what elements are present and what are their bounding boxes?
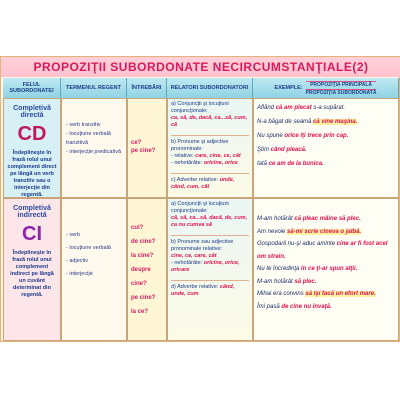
example-sentence: Nu te încredinţa în ce ţi-ar spun alţii. bbox=[257, 266, 358, 272]
subordinate-description: Îndeplineşte în frază rolul unui complement indirect pe lângă un cuvânt determinat din regentă. bbox=[10, 250, 54, 298]
header-felul: FELUL SUBORDONATEI bbox=[3, 78, 61, 98]
relator-values: cine, ce, care, cât bbox=[171, 253, 217, 259]
question: de cine? bbox=[131, 239, 156, 245]
relator-values: unde, când, cum, cât bbox=[171, 177, 235, 190]
example-sentence: N-a băgat de seamă că vine maşina. bbox=[257, 119, 358, 125]
relator-label: b) Pronume şi adjective pronominale: bbox=[171, 139, 229, 152]
question: despre cine? bbox=[131, 267, 151, 287]
question: la ce? bbox=[131, 309, 149, 315]
row-cd-type bbox=[3, 98, 61, 198]
row-ci-relatori bbox=[167, 198, 253, 341]
regent-item: - locuţiune verbală tranzitivă bbox=[66, 131, 111, 146]
subordinate-name: Completivă indirectă bbox=[13, 205, 51, 219]
relator-label: a) Conjuncţii şi locuţiuni conjuncţionale: bbox=[171, 201, 229, 214]
header-termenul: TERMENUL REGENT bbox=[61, 78, 127, 98]
question: pe cine? bbox=[131, 295, 156, 301]
relator-label: b) Pronume sau adjective pronominale relative: bbox=[171, 239, 234, 252]
header-intrebari: ÎNTREBĂRI bbox=[127, 78, 167, 98]
subordinate-name: Completivă directă bbox=[13, 105, 51, 119]
legend bbox=[306, 81, 377, 96]
relator-values: că, să, ca...să, dacă, de, cum, ca nu cumva să bbox=[171, 215, 248, 228]
row-ci-questions bbox=[127, 198, 167, 341]
regent-item: - adjectiv bbox=[66, 258, 89, 264]
question: ce? bbox=[131, 140, 142, 146]
question: la cine? bbox=[131, 253, 154, 259]
relator-values: când, unde, cum bbox=[171, 284, 235, 297]
relator-values: ca, să, de, dacă, ca...să, cum, că bbox=[171, 115, 248, 128]
subordinate-abbr: CI bbox=[22, 223, 42, 245]
relator-values: care, cine, ce, cât bbox=[195, 153, 241, 159]
subordinate-abbr: CD bbox=[17, 123, 47, 145]
page-title: PROPOZIŢII SUBORDONATE NECIRCUMSTANŢIALE(2) bbox=[1, 57, 400, 77]
relator-label: a) Conjuncţii şi locuţiuni conjuncţionale: bbox=[171, 101, 229, 114]
relator-values: oricine, orice bbox=[203, 160, 238, 166]
example-sentence: Mihai era convins să îşi facă un efort mare. bbox=[257, 291, 376, 297]
row-cd-relatori bbox=[167, 98, 253, 198]
subordinate-description: Îndeplineşte în frază rolul unui complement direct pe lângă un verb tranzitiv sau o interjecţie din regentă. bbox=[7, 150, 57, 198]
relator-sublabel: - nehotărâte: bbox=[171, 160, 203, 166]
example-sentence: Aflând că am plecat s-a supărat. bbox=[257, 105, 346, 111]
regent-item: - interjecţie bbox=[66, 271, 93, 277]
row-cd-examples bbox=[253, 98, 399, 198]
header-relatori: RELATORI SUBORDONATORI bbox=[167, 78, 253, 98]
row-cd-questions bbox=[127, 98, 167, 198]
relator-values: oricine, orice, oricare bbox=[171, 260, 240, 273]
relator-sublabel: - relative: bbox=[171, 153, 194, 159]
legend-principala: PROPOZIŢIA PRINCIPALĂ bbox=[306, 81, 377, 88]
header-exemple-label: EXEMPLE: bbox=[274, 85, 303, 91]
example-sentence: Gospodarii nu-şi aduc aminte cine ar fi fost acel om strein. bbox=[257, 241, 388, 260]
row-cd-regent bbox=[61, 98, 127, 198]
poster bbox=[0, 56, 400, 342]
relator-label: c) Adverbe relative: bbox=[171, 177, 219, 183]
relator-label: d) Adverbe relative: bbox=[171, 284, 219, 290]
question: pe cine? bbox=[131, 148, 156, 154]
example-sentence: Îmi pasă de cine nu învaţă. bbox=[257, 303, 332, 310]
regent-item: - interjecţie predicativă bbox=[66, 149, 122, 155]
example-sentence: M-am hotărât să plec. bbox=[257, 278, 317, 285]
question: cui? bbox=[131, 225, 144, 231]
legend-subordonata: PROPOZIŢIA SUBORDONATĂ bbox=[305, 89, 377, 96]
relator-sublabel: - nehotărâte: bbox=[171, 260, 203, 266]
regent-item: - verb tranzitiv bbox=[66, 122, 101, 128]
row-ci-regent bbox=[61, 198, 127, 341]
row-ci-type bbox=[3, 198, 61, 341]
example-sentence: Am nevoie să-mi scrie cineva o jalbă. bbox=[257, 228, 362, 235]
example-sentence: Iată ce am de la bunica. bbox=[257, 161, 324, 167]
example-sentence: Ştim când pleacă. bbox=[257, 147, 307, 153]
header-exemple bbox=[253, 78, 399, 98]
regent-item: - locuţiune verbală bbox=[66, 245, 111, 251]
example-sentence: Nu spune orice îţi trece prin cap. bbox=[257, 133, 349, 139]
example-sentence: M-am hotărât că pleac mâine să plec. bbox=[257, 216, 361, 222]
row-ci-examples bbox=[253, 198, 399, 341]
regent-item: - verb bbox=[66, 232, 81, 238]
